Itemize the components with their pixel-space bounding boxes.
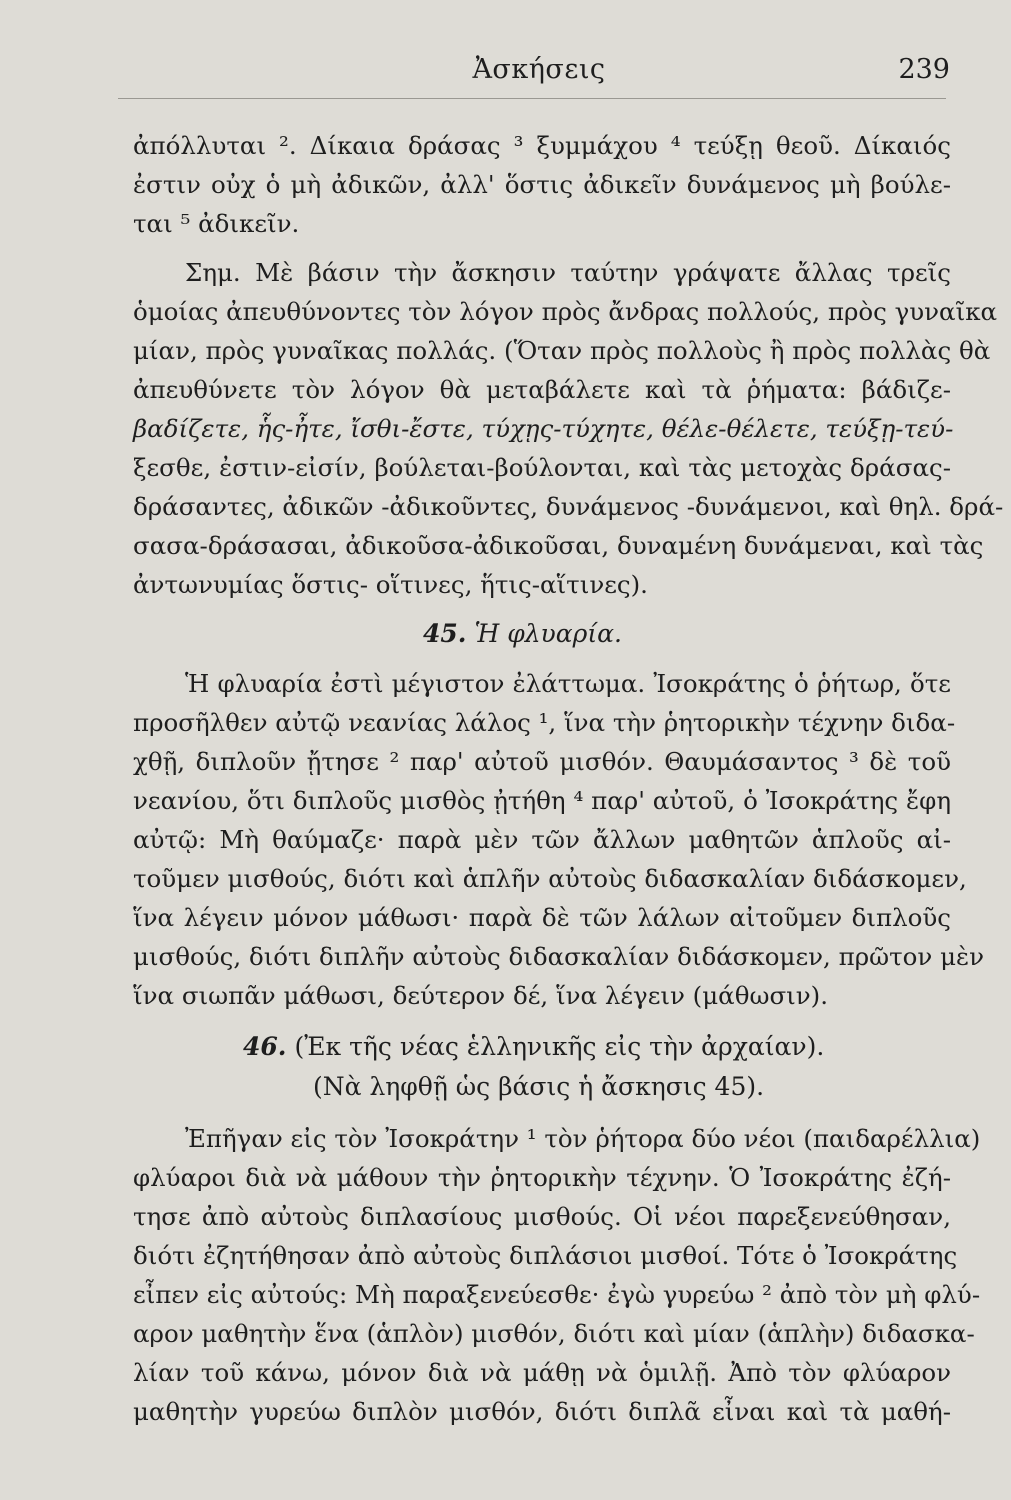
text-line: Ἐπῆγαν εἰς τὸν Ἰσοκράτην ¹ τὸν ῥήτορα δύο νέοι (παιδαρέλλια) <box>185 1124 981 1153</box>
exercise-45-heading <box>133 614 951 654</box>
page-body <box>133 126 1004 1431</box>
text-line: νεανίου, ὅτι διπλοῦς μισθὸς ᾐτήθη ⁴ παρ' αὐτοῦ, ὁ Ἰσοκράτης ἔφη <box>133 786 951 815</box>
text-line: χθῇ, διπλοῦν ᾔτησε ² παρ' αὐτοῦ μισθόν. Θαυμάσαντος ³ δὲ τοῦ <box>133 747 951 776</box>
text-line: βαδίζετε, ἧς-ἦτε, ἴσθι-ἔστε, τύχῃς-τύχητε, θέλε-θέλετε, τεύξῃ-τεύ- <box>133 414 954 443</box>
text-line: σασα-δράσασαι, ἀδικοῦσα-ἀδικοῦσαι, δυναμένη δυνάμεναι, καὶ τὰς <box>133 531 984 560</box>
text-line: ἐστιν οὐχ ὁ μὴ ἀδικῶν, ἀλλ' ὅστις ἀδικεῖν δυνάμενος μὴ βούλε- <box>133 170 951 199</box>
page-header <box>128 50 950 98</box>
exercise-title: Ἡ φλυαρία. <box>474 619 622 648</box>
exercise-46-text <box>133 1119 981 1431</box>
text-line: ἀντωνυμίας ὅστις- οἵτινες, ἥτις-αἵτινες). <box>133 570 648 599</box>
text-line: μίαν, πρὸς γυναῖκας πολλάς. (Ὅταν πρὸς πολλοὺς ἢ πρὸς πολλὰς θὰ <box>133 336 991 365</box>
text-line: εἶπεν εἰς αὐτούς: Μὴ παραξενεύεσθε· ἐγὼ γυρεύω ² ἀπὸ τὸν μὴ φλύ- <box>133 1280 981 1309</box>
text-line: αρον μαθητὴν ἕνα (ἁπλὸν) μισθόν, διότι καὶ μίαν (ἁπλὴν) διδασκα- <box>133 1319 975 1348</box>
exercise-46-instruction: (Νὰ ληφθῇ ὡς βάσις ἡ ἄσκησις 45). <box>313 1072 765 1101</box>
page-number: 239 <box>898 54 950 85</box>
text-line: ται ⁵ ἀδικεῖν. <box>133 209 300 238</box>
text-line: τοῦμεν μισθούς, διότι καὶ ἁπλῆν αὐτοὺς διδασκαλίαν διδάσκομεν, <box>133 864 967 893</box>
text-line: ἀπόλλυται ². Δίκαια δράσας ³ ξυμμάχου ⁴ τεύξῃ θεοῦ. Δίκαιός <box>133 131 951 160</box>
header-rule <box>118 98 946 99</box>
text-line: διότι ἐζητήθησαν ἀπὸ αὐτοὺς διπλάσιοι μισθοί. Τότε ὁ Ἰσοκράτης <box>133 1241 958 1270</box>
text-line: ἵνα λέγειν μόνον μάθωσι· παρὰ δὲ τῶν λάλων αἰτοῦμεν διπλοῦς <box>133 903 951 932</box>
exercise-46-heading <box>133 1027 951 1067</box>
text-line: προσῆλθεν αὐτῷ νεανίας λάλος ¹, ἵνα τὴν ῥητορικὴν τέχνην διδα- <box>133 708 956 737</box>
text-line: ἀπευθύνετε τὸν λόγον θὰ μεταβάλετε καὶ τὰ ῥήματα: βάδιζε- <box>133 375 951 404</box>
text-line: μαθητὴν γυρεύω διπλὸν μισθόν, διότι διπλᾶ εἶναι καὶ τὰ μαθή- <box>133 1397 951 1426</box>
note-paragraph <box>133 253 1004 604</box>
text-line: μισθούς, διότι διπλῆν αὐτοὺς διδασκαλίαν διδάσκομεν, πρῶτον μὲν <box>133 942 985 971</box>
text-line: λίαν τοῦ κάνω, μόνον διὰ νὰ μάθῃ νὰ ὁμιλῇ. Ἀπὸ τὸν φλύαρον <box>133 1358 951 1387</box>
text-line: Ἡ φλυαρία ἐστὶ μέγιστον ἐλάττωμα. Ἰσοκράτης ὁ ῥήτωρ, ὅτε <box>185 669 951 698</box>
text-line: τησε ἀπὸ αὐτοὺς διπλασίους μισθούς. Οἱ νέοι παρεξενεύθησαν, <box>133 1202 951 1231</box>
exercise-number: 46. <box>243 1032 287 1061</box>
paragraph-top <box>133 126 951 243</box>
exercise-number: 45. <box>423 619 467 648</box>
text-line: αὐτῷ: Μὴ θαύμαζε· παρὰ μὲν τῶν ἄλλων μαθητῶν ἁπλοῦς αἰ- <box>133 825 951 854</box>
text-line: ξεσθε, ἐστιν-εἰσίν, βούλεται-βούλονται, καὶ τὰς μετοχὰς δράσας- <box>133 453 951 482</box>
exercise-subtitle: (Ἐκ τῆς νέας ἑλληνικῆς εἰς τὴν ἀρχαίαν). <box>294 1032 825 1061</box>
text-line: ὁμοίας ἀπευθύνοντες τὸν λόγον πρὸς ἄνδρας πολλούς, πρὸς γυναῖκα <box>133 297 998 326</box>
running-title: Ἀσκήσεις <box>472 54 606 85</box>
text-line: Σημ. Μὲ βάσιν τὴν ἄσκησιν ταύτην γράψατε ἄλλας τρεῖς <box>185 258 951 287</box>
text-line: ἵνα σιωπᾶν μάθωσι, δεύτερον δέ, ἵνα λέγειν (μάθωσιν). <box>133 981 829 1010</box>
exercise-45-text <box>133 664 985 1015</box>
text-line: δράσαντες, ἀδικῶν -ἀδικοῦντες, δυνάμενος -δυνάμενοι, καὶ θηλ. δρά- <box>133 492 1004 521</box>
text-line: φλύαροι διὰ νὰ μάθουν τὴν ῥητορικὴν τέχνην. Ὁ Ἰσοκράτης ἐζή- <box>133 1163 951 1192</box>
